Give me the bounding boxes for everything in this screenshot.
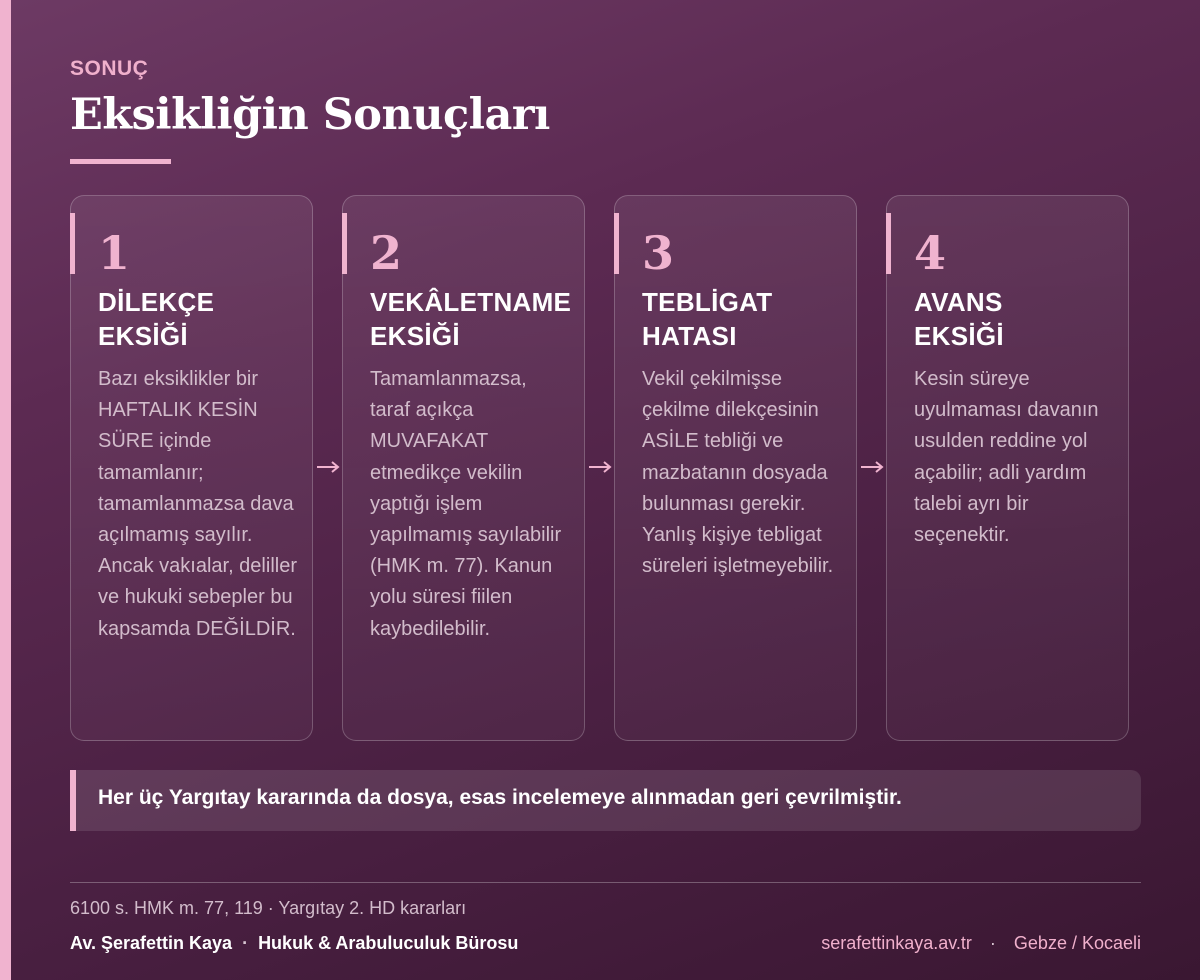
footer-divider (70, 882, 1141, 883)
card-body: Vekil çekilmişse çekilme dilekçesinin ASİLE tebliği ve mazbatanın dosyada bulunması gerekir. Yanlış kişiye tebligat süreleri işletmeyebilir. (642, 368, 834, 578)
card-number: 4 (914, 226, 947, 280)
card-tebligat-hatasi (614, 195, 857, 741)
arrow-right-icon (860, 460, 886, 474)
card-vekaletname-eksigi (342, 195, 585, 741)
page-title: Eksikliğin Sonuçları (70, 90, 550, 140)
card-heading (98, 285, 328, 353)
card-number: 2 (370, 226, 403, 280)
arrow-right-icon (316, 460, 342, 474)
card-heading (642, 285, 872, 353)
card-heading (370, 285, 600, 353)
card-heading-line: EKSİĞİ (914, 321, 1004, 351)
callout-accent-bar (70, 770, 76, 831)
author-name: Av. Şerafettin Kaya (70, 933, 233, 953)
footer-contact (821, 933, 1141, 954)
card-heading (914, 285, 1144, 353)
separator-dot: · (989, 933, 996, 953)
card-number: 3 (642, 226, 675, 280)
callout-text: Her üç Yargıtay kararında da dosya, esas incelemeye alınmadan geri çevrilmiştir. (98, 786, 902, 809)
title-underline (70, 159, 171, 164)
office-name: Hukuk & Arabuluculuk Bürosu (258, 933, 519, 953)
card-accent-bar (70, 213, 75, 274)
card-avans-eksigi (886, 195, 1129, 741)
card-dilekce-eksigi (70, 195, 313, 741)
card-number: 1 (98, 226, 131, 280)
card-heading-line: HATASI (642, 321, 737, 351)
conclusion-callout (70, 770, 1141, 831)
source-citation: 6100 s. HMK m. 77, 119 · Yargıtay 2. HD kararları (70, 898, 467, 918)
card-heading-line: DİLEKÇE (98, 287, 215, 317)
card-heading-line: EKSİĞİ (370, 321, 460, 351)
card-heading-line: EKSİĞİ (98, 321, 188, 351)
arrow-right-icon (588, 460, 614, 474)
card-body: Kesin süreye uyulmaması davanın usulden reddine yol açabilir; adli yardım talebi ayrı bir seçenektir. (914, 368, 1099, 547)
card-accent-bar (342, 213, 347, 274)
card-heading-line: AVANS (914, 287, 1003, 317)
left-accent-stripe (0, 0, 11, 980)
card-heading-line: TEBLİGAT (642, 287, 773, 317)
card-heading-line: VEKÂLETNAME (370, 287, 572, 317)
section-eyebrow: SONUÇ (70, 57, 149, 80)
location-text: Gebze / Kocaeli (1013, 933, 1141, 953)
separator-dot: · (242, 933, 249, 953)
website-link[interactable]: serafettinkaya.av.tr (821, 933, 972, 953)
card-accent-bar (886, 213, 891, 274)
card-accent-bar (614, 213, 619, 274)
card-body: Bazı eksiklikler bir HAFTALIK KESİN SÜRE içinde tamamlanır; tamamlanmazsa dava açılmamış sayılır. Ancak vakıalar, deliller ve hukuki sebepler bu kapsamda DEĞİLDİR. (98, 368, 297, 640)
footer-signature (70, 933, 518, 954)
card-body: Tamamlanmazsa, taraf açıkça MUVAFAKAT etmedikçe vekilin yaptığı işlem yapılmamış sayılabilir (HMK m. 77). Kanun yolu süresi fiilen kaybedilebilir. (370, 368, 562, 640)
